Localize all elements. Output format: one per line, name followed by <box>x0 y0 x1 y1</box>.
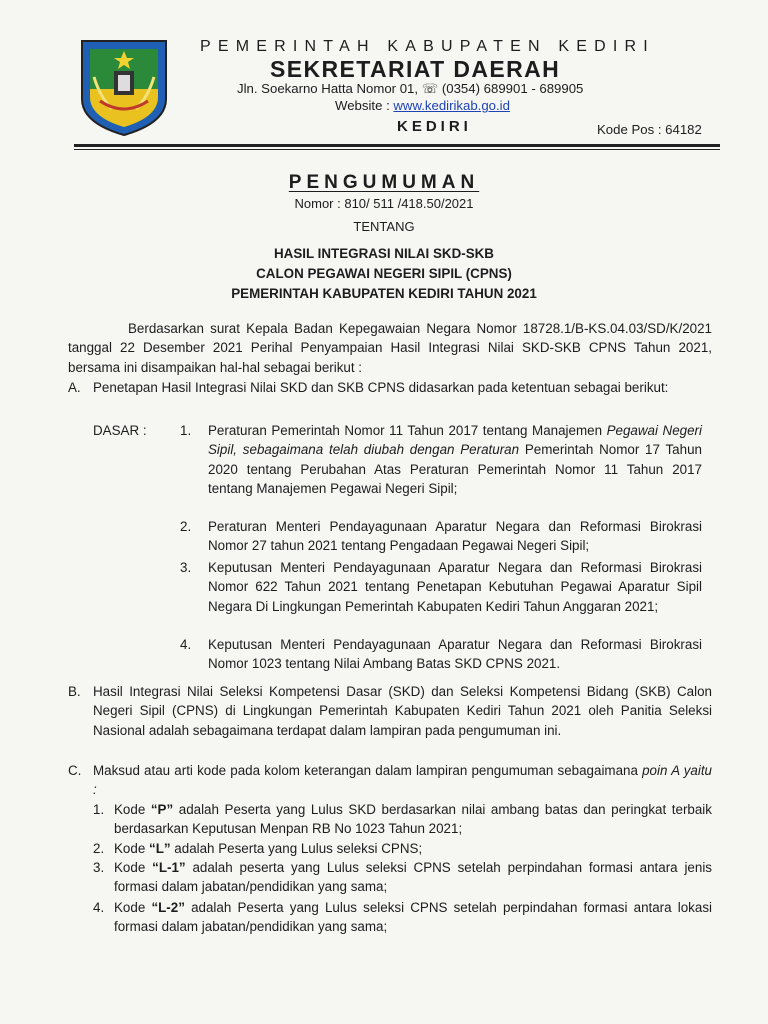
website-link[interactable]: www.kedirikab.go.id <box>393 98 510 113</box>
code-item <box>93 839 712 858</box>
letterhead-postal-code: Kode Pos : 64182 <box>597 122 702 137</box>
kediri-coat-of-arms-logo <box>78 37 170 137</box>
code-item <box>93 898 712 937</box>
basis-item-text: Keputusan Menteri Pendayagunaan Aparatur Negara dan Reformasi Birokrasi Nomor 1023 tentang Nilai Ambang Batas SKD CPNS 2021. <box>208 637 702 672</box>
code-item <box>93 800 712 839</box>
code-item-text: Kode “L” adalah Peserta yang Lulus seleksi CPNS; <box>114 841 423 856</box>
section-b-text: Hasil Integrasi Nilai Seleksi Kompetensi Dasar (SKD) dan Seleksi Kompetensi Bidang (SKB) Calon Negeri Sipil (CPNS) di Lingkungan Pemerintah Kabupaten Kediri Tahun 2021 oleh Panitia Seleksi Nasional adalah sebagaimana terdapat dalam lampiran pada pengumuman ini. <box>93 684 712 738</box>
section-letter: A. <box>68 380 81 395</box>
section-b <box>68 682 712 740</box>
code-item-number: 2. <box>93 841 105 856</box>
section-c <box>68 761 712 800</box>
code-item-number: 4. <box>93 900 105 915</box>
basis-item-text: Peraturan Pemerintah Nomor 11 Tahun 2017 tentang Manajemen Pegawai Negeri Sipil, sebagaimana telah diubah dengan Peraturan Pemerintah Nomor 17 Tahun 2020 tentang Perubahan Atas Peraturan Pemerintah Nomor 11 Tahun 2017 tentang Manajemen Pegawai Negeri Sipil; <box>208 423 702 496</box>
code-item-text: Kode “L-2” adalah Peserta yang Lulus seleksi CPNS setelah perpindahan formasi antara lokasi formasi dalam jabatan/pendidikan yang sama; <box>114 900 712 935</box>
announcement-title: PENGUMUMAN <box>288 172 480 193</box>
letterhead-website <box>335 98 510 113</box>
section-letter: C. <box>68 763 82 778</box>
letterhead-divider <box>74 144 720 147</box>
section-c-text: Maksud atau arti kode pada kolom keterangan dalam lampiran pengumuman sebagaimana poin A yaitu : <box>93 763 712 798</box>
section-a <box>68 378 712 397</box>
basis-item-number: 2. <box>180 519 192 534</box>
basis-item <box>180 517 702 556</box>
basis-label: DASAR : <box>93 423 147 438</box>
announcement-subject-line: HASIL INTEGRASI NILAI SKD-SKB <box>274 246 494 261</box>
code-item-number: 1. <box>93 802 105 817</box>
letterhead-divider-thin <box>74 149 720 150</box>
basis-item-text: Keputusan Menteri Pendayagunaan Aparatur Negara dan Reformasi Birokrasi Nomor 622 Tahun 2021 tentang Penetapan Kebutuhan Pegawai Aparatur Sipil Negara Di Lingkungan Pemerintah Kabupaten Kediri Tahun Anggaran 2021; <box>208 560 702 614</box>
basis-item-number: 1. <box>180 423 192 438</box>
basis-item <box>180 558 702 616</box>
basis-item-text: Peraturan Menteri Pendayagunaan Aparatur Negara dan Reformasi Birokrasi Nomor 27 tahun 2021 tentang Pengadaan Pegawai Negeri Sipil; <box>208 519 702 554</box>
website-label: Website : <box>335 98 394 113</box>
letterhead-office: SEKRETARIAT DAERAH <box>270 56 561 82</box>
basis-item <box>180 635 702 674</box>
code-item-number: 3. <box>93 860 105 875</box>
basis-item-number: 3. <box>180 560 192 575</box>
basis-item <box>180 421 702 498</box>
letterhead-city: KEDIRI <box>397 118 472 135</box>
letterhead-government: PEMERINTAH KABUPATEN KEDIRI <box>200 38 655 55</box>
code-item-text: Kode “P” adalah Peserta yang Lulus SKD berdasarkan nilai ambang batas dan peringkat terbaik berdasarkan Keputusan Menpan RB No 1023 Tahun 2021; <box>114 802 712 837</box>
code-item-text: Kode “L-1” adalah peserta yang Lulus seleksi CPNS setelah perpindahan formasi antara jenis formasi dalam jabatan/pendidikan yang sama; <box>114 860 712 895</box>
section-letter: B. <box>68 684 81 699</box>
announcement-subject-line: CALON PEGAWAI NEGERI SIPIL (CPNS) <box>256 266 512 281</box>
section-a-text: Penetapan Hasil Integrasi Nilai SKD dan SKB CPNS didasarkan pada ketentuan sebagai berikut: <box>93 380 669 395</box>
announcement-about: TENTANG <box>353 219 415 234</box>
basis-item-number: 4. <box>180 637 192 652</box>
letterhead-address: Jln. Soekarno Hatta Nomor 01, ☏ (0354) 689901 - 689905 <box>237 81 584 96</box>
announcement-number: Nomor : 810/ 511 /418.50/2021 <box>294 196 474 211</box>
intro-paragraph: Berdasarkan surat Kepala Badan Kepegawaian Negara Nomor 18728.1/B-KS.04.03/SD/K/2021 tanggal 22 Desember 2021 Perihal Penyampaian Hasil Integrasi Nilai SKD-SKB CPNS Tahun 2021, bersama ini disampaikan hal-hal sebagai berikut : <box>68 321 712 375</box>
code-item <box>93 858 712 897</box>
announcement-subject-line: PEMERINTAH KABUPATEN KEDIRI TAHUN 2021 <box>231 286 537 301</box>
